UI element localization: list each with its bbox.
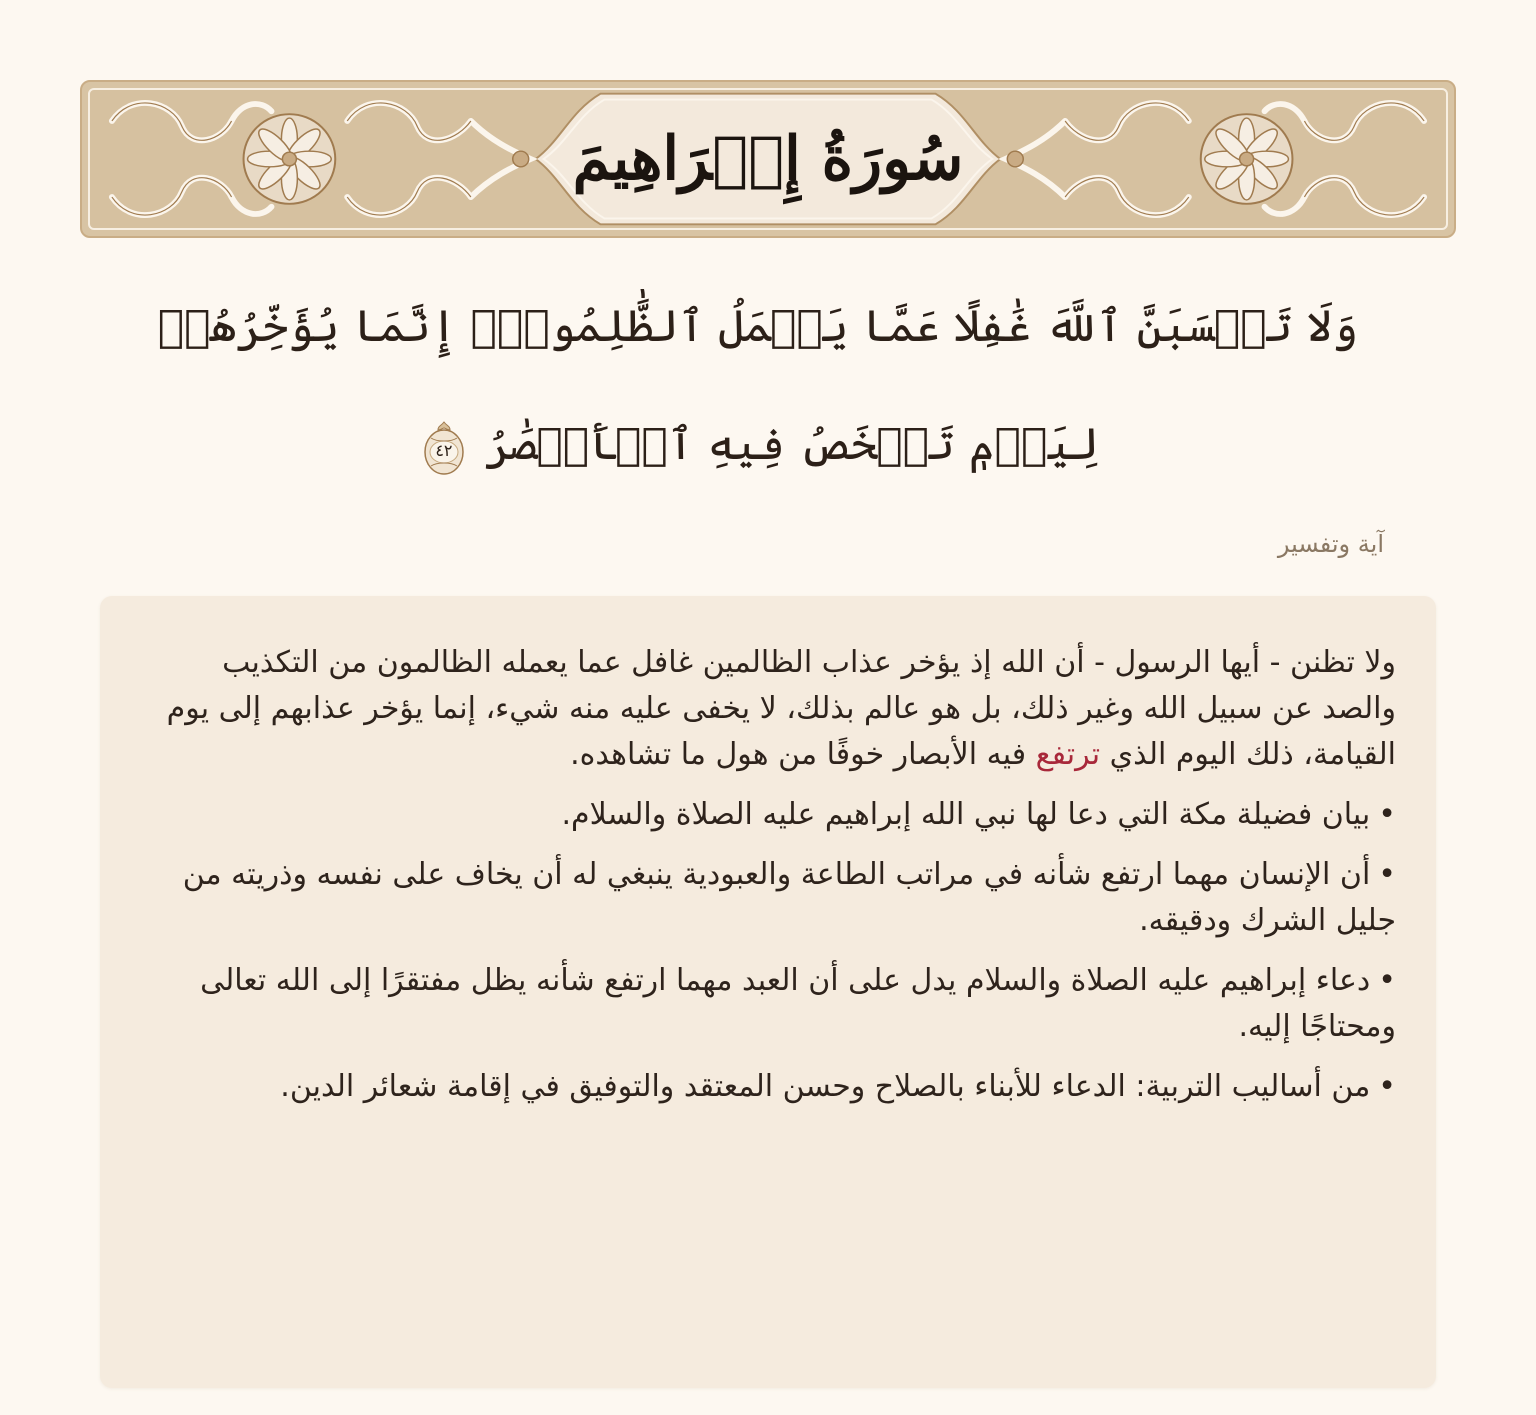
ayah-number-marker <box>423 420 465 476</box>
benefit-text: من أساليب التربية: الدعاء للأبناء بالصلاح وحسن المعتقد والتوفيق في إقامة شعائر الدين. <box>280 1069 1371 1104</box>
ayah-number: ٤٢ <box>435 440 453 460</box>
bullet-icon: • <box>1378 797 1396 832</box>
benefit-item <box>140 958 1396 1050</box>
benefit-item <box>140 852 1396 944</box>
tafsir-paragraph <box>140 640 1396 778</box>
tafsir-text-after: فيه الأبصار خوفًا من هول ما تشاهده. <box>570 737 1027 772</box>
highlighted-word[interactable]: ترتفع <box>1035 737 1101 772</box>
tafsir-card <box>100 596 1436 1388</box>
bullet-icon: • <box>1378 857 1396 892</box>
surah-title: سُورَةُ إِبۡرَاهِيمَ <box>572 124 964 194</box>
benefit-text: بيان فضيلة مكة التي دعا لها نبي الله إبراهيم عليه الصلاة والسلام. <box>561 797 1371 832</box>
bullet-icon: • <box>1378 1069 1396 1104</box>
benefit-item <box>140 1064 1396 1110</box>
benefit-text: دعاء إبراهيم عليه الصلاة والسلام يدل على أن العبد مهما ارتفع شأنه يظل مفتقرًا إلى الله تعالى ومحتاجًا إليه. <box>200 963 1396 1044</box>
section-label: آية وتفسير <box>1277 530 1384 558</box>
tafsir-text-before: ولا تظنن - أيها الرسول - أن الله إذ يؤخر عذاب الظالمين غافل عما يعمله الظالمون من التكذيب والصد عن سبيل الله وغير ذلك، بل هو عالم بذلك، لا يخفى عليه منه شيء، إنما يؤخر عذابهم إلى يوم القيامة، ذلك اليوم الذي <box>166 645 1396 772</box>
benefit-text: أن الإنسان مهما ارتفع شأنه في مراتب الطاعة والعبودية ينبغي له أن يخاف على نفسه وذريته من جليل الشرك ودقيقه. <box>182 857 1396 938</box>
ayah-text-block <box>110 268 1406 504</box>
surah-header-banner <box>80 80 1456 238</box>
bullet-icon: • <box>1378 963 1396 998</box>
benefit-item <box>140 792 1396 838</box>
ayah-text[interactable]: وَلَا تَحۡسَبَنَّ ٱللَّهَ غَٰفِلًا عَمَّا يَعۡمَلُ ٱلظَّٰلِمُونَۚ إِنَّمَا يُؤَخِّرُهُمۡ لِيَوۡمٖ تَشۡخَصُ فِيهِ ٱلۡأَبۡصَٰرُ <box>157 301 1359 470</box>
